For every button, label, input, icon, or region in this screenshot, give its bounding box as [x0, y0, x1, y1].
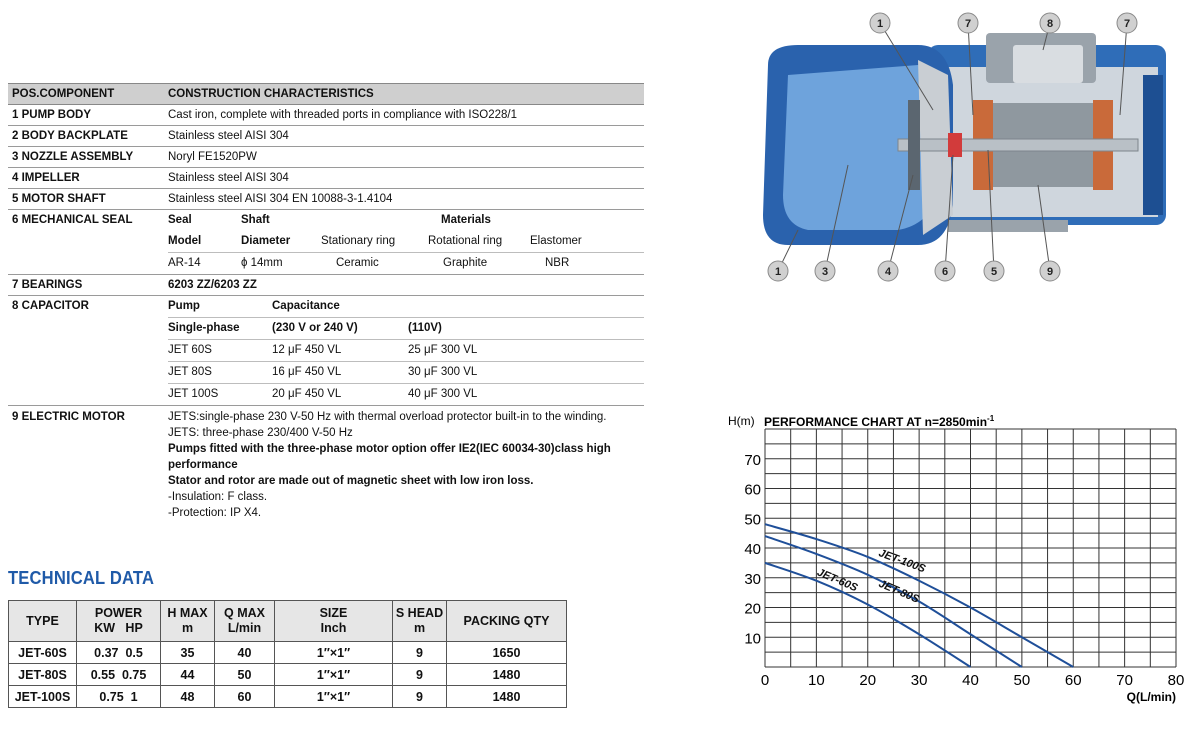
- packing-header: PACKING QTY: [447, 601, 567, 642]
- component-row: [8, 105, 644, 126]
- component-name: 9 ELECTRIC MOTOR: [12, 411, 125, 423]
- technical-data-title: TECHNICAL DATA: [8, 568, 155, 588]
- svg-text:6: 6: [941, 266, 949, 278]
- cap-230: 20 μF 450 VL: [272, 388, 342, 400]
- x-tick-label: 60: [1064, 672, 1082, 689]
- x-tick-label: 50: [1013, 672, 1031, 689]
- cap-pump: JET 100S: [168, 388, 219, 400]
- fan-cover: [1143, 75, 1163, 215]
- component-name: 2 BODY BACKPLATE: [12, 130, 128, 142]
- hmax-header: H MAX m: [161, 601, 215, 642]
- diameter-col: Diameter: [241, 235, 291, 247]
- x-tick-label: 30: [910, 672, 928, 689]
- y-tick-label: 30: [744, 570, 761, 588]
- cap-230: 12 μF 450 VL: [272, 344, 342, 356]
- cell: 1480: [447, 686, 567, 708]
- technical-data-table: [8, 600, 567, 708]
- component-row: [8, 189, 644, 210]
- capacitor-subtable: [168, 296, 644, 405]
- svg-text:7: 7: [964, 18, 972, 30]
- power-header: POWER KW HP: [77, 601, 161, 642]
- seal-value: ϕ 14mm: [241, 257, 283, 269]
- seal-values: [168, 252, 644, 274]
- seal-col: Seal: [168, 214, 192, 226]
- voltage-110-col: (110V): [408, 322, 442, 334]
- single-phase-col: Single-phase: [168, 322, 240, 334]
- x-axis-label: Q(L/min): [1126, 690, 1176, 704]
- component-table-header: [8, 83, 644, 105]
- cell: JET-100S: [9, 686, 77, 708]
- impeller: [908, 100, 920, 190]
- seal-header-1: [168, 210, 644, 231]
- component-name: 3 NOZZLE ASSEMBLY: [12, 151, 134, 163]
- table-row: [9, 664, 567, 686]
- x-tick-label: 20: [859, 672, 877, 689]
- capacitor-row-item: [168, 383, 644, 405]
- x-tick-label: 10: [808, 672, 825, 689]
- cell: 0.55 0.75: [77, 664, 161, 686]
- cap-110: 25 μF 300 VL: [408, 344, 478, 356]
- cell: 9: [393, 686, 447, 708]
- svg-text:9: 9: [1046, 266, 1054, 278]
- model-col: Model: [168, 235, 202, 247]
- svg-text:1: 1: [876, 18, 884, 30]
- x-ticks: [761, 672, 1185, 689]
- svg-text:5: 5: [990, 266, 998, 278]
- cell: 48: [161, 686, 215, 708]
- capacitor-row: [8, 296, 644, 406]
- cell: 0.37 0.5: [77, 642, 161, 664]
- seal-header-2: [168, 231, 644, 252]
- motor-text: [168, 409, 644, 521]
- component-row: [8, 126, 644, 147]
- materials-col: Materials: [441, 214, 491, 226]
- motor-line: JETS: three-phase 230/400 V-50 Hz: [168, 427, 353, 439]
- pump-base: [948, 220, 1068, 232]
- capacitor-header-2: [168, 317, 644, 339]
- cell: 60: [215, 686, 275, 708]
- series-label-jet-100s: JET-100S: [876, 547, 928, 576]
- component-name: 6 MECHANICAL SEAL: [12, 214, 133, 226]
- table-row: [9, 686, 567, 708]
- y-tick-label: 60: [744, 481, 761, 499]
- svg-text:4: 4: [884, 266, 892, 278]
- component-name: 4 IMPELLER: [12, 172, 80, 184]
- motor-line: Stator and rotor are made out of magnetic sheet with low iron loss.: [168, 475, 534, 487]
- component-row: [8, 168, 644, 189]
- table-row: [9, 642, 567, 664]
- component-text: Noryl FE1520PW: [168, 151, 257, 163]
- component-text: Stainless steel AISI 304: [168, 130, 289, 142]
- component-row: [8, 275, 644, 296]
- cap-230: 16 μF 450 VL: [272, 366, 342, 378]
- pump-cutaway-diagram: [748, 5, 1188, 283]
- cell: 1″×1″: [275, 664, 393, 686]
- component-name: 1 PUMP BODY: [12, 109, 92, 121]
- cell: JET-60S: [9, 642, 77, 664]
- motor-shaft: [898, 139, 1138, 151]
- cell: 1650: [447, 642, 567, 664]
- svg-text:3: 3: [821, 266, 829, 278]
- seal-value: Graphite: [443, 257, 488, 269]
- type-header: TYPE: [9, 601, 77, 642]
- stationary-col: Stationary ring: [321, 235, 396, 247]
- svg-text:7: 7: [1123, 18, 1131, 30]
- capacitor: [1013, 45, 1083, 83]
- series-label-jet-80s: JET-80S: [876, 577, 921, 606]
- cap-pump: JET 80S: [168, 366, 212, 378]
- capacitor-row-item: [168, 361, 644, 383]
- component-text: Cast iron, complete with threaded ports in compliance with ISO228/1: [168, 109, 518, 121]
- header-characteristics: CONSTRUCTION CHARACTERISTICS: [168, 88, 374, 100]
- component-text: Stainless steel AISI 304: [168, 172, 289, 184]
- component-text: Stainless steel AISI 304 EN 10088-3-1.4104: [168, 193, 393, 205]
- seal-value: AR-14: [168, 257, 201, 269]
- chart-grid: [765, 429, 1176, 667]
- seal-value: NBR: [545, 257, 570, 269]
- mechanical-seal: [948, 133, 962, 157]
- header-pos: POS.COMPONENT: [12, 88, 115, 100]
- series-label-jet-60s: JET-60S: [815, 566, 860, 595]
- component-name: 7 BEARINGS: [12, 279, 83, 291]
- x-tick-label: 0: [760, 672, 770, 689]
- voltage-230-col: (230 V or 240 V): [272, 322, 358, 334]
- cell: 35: [161, 642, 215, 664]
- size-header: SIZE Inch: [275, 601, 393, 642]
- capacitor-header-1: [168, 296, 644, 317]
- cell: 44: [161, 664, 215, 686]
- cell: 1″×1″: [275, 642, 393, 664]
- chart-title: PERFORMANCE CHART AT $n=2850\min^{-1}$: [764, 414, 995, 429]
- shaft-col: Shaft: [241, 214, 270, 226]
- y-tick-label: 70: [744, 451, 761, 469]
- seal-value: Ceramic: [336, 257, 379, 269]
- capacitor-row-item: [168, 339, 644, 361]
- technical-header-row: [9, 601, 567, 642]
- cell: 9: [393, 642, 447, 664]
- component-row: [8, 147, 644, 168]
- motor-line: -Protection: IP X4.: [168, 507, 262, 519]
- svg-text:8: 8: [1046, 18, 1054, 30]
- motor-line: -Insulation: F class.: [168, 491, 268, 503]
- y-tick-label: 10: [744, 630, 761, 648]
- cap-pump: JET 60S: [168, 344, 212, 356]
- x-tick-label: 40: [962, 672, 979, 689]
- component-name: 5 MOTOR SHAFT: [12, 193, 106, 205]
- x-tick-label: 80: [1167, 672, 1185, 689]
- motor-line: Pumps fitted with the three-phase motor option offer IE2(IEC 60034-30)class high performance: [168, 443, 611, 471]
- electric-motor-row: [8, 406, 644, 521]
- cell: 0.75 1: [77, 686, 161, 708]
- y-tick-label: 20: [744, 600, 761, 618]
- performance-chart: [700, 395, 1195, 715]
- cell: 40: [215, 642, 275, 664]
- component-name: 8 CAPACITOR: [12, 300, 89, 312]
- elastomer-col: Elastomer: [530, 235, 582, 247]
- seal-subtable: [168, 210, 644, 274]
- x-tick-label: 70: [1116, 672, 1133, 689]
- cell: JET-80S: [9, 664, 77, 686]
- component-text: 6203 ZZ/6203 ZZ: [168, 279, 257, 291]
- cell: 1″×1″: [275, 686, 393, 708]
- cell: 9: [393, 664, 447, 686]
- y-tick-label: 40: [744, 541, 761, 558]
- mechanical-seal-row: [8, 210, 644, 275]
- svg-text:1: 1: [774, 266, 782, 278]
- capacitance-col: Capacitance: [272, 300, 340, 312]
- motor-line: JETS:single-phase 230 V-50 Hz with thermal overload protector built-in to the winding.: [168, 411, 607, 423]
- component-table: [8, 83, 644, 521]
- cap-110: 30 μF 300 VL: [408, 366, 478, 378]
- cap-110: 40 μF 300 VL: [408, 388, 478, 400]
- y-ticks: [744, 452, 761, 648]
- pump-col: Pump: [168, 300, 200, 312]
- shead-header: S HEAD m: [393, 601, 447, 642]
- y-axis-label: H(m): [728, 414, 755, 428]
- qmax-header: Q MAX L/min: [215, 601, 275, 642]
- cell: 1480: [447, 664, 567, 686]
- y-tick-label: 50: [744, 511, 761, 529]
- rotational-col: Rotational ring: [428, 235, 503, 247]
- cell: 50: [215, 664, 275, 686]
